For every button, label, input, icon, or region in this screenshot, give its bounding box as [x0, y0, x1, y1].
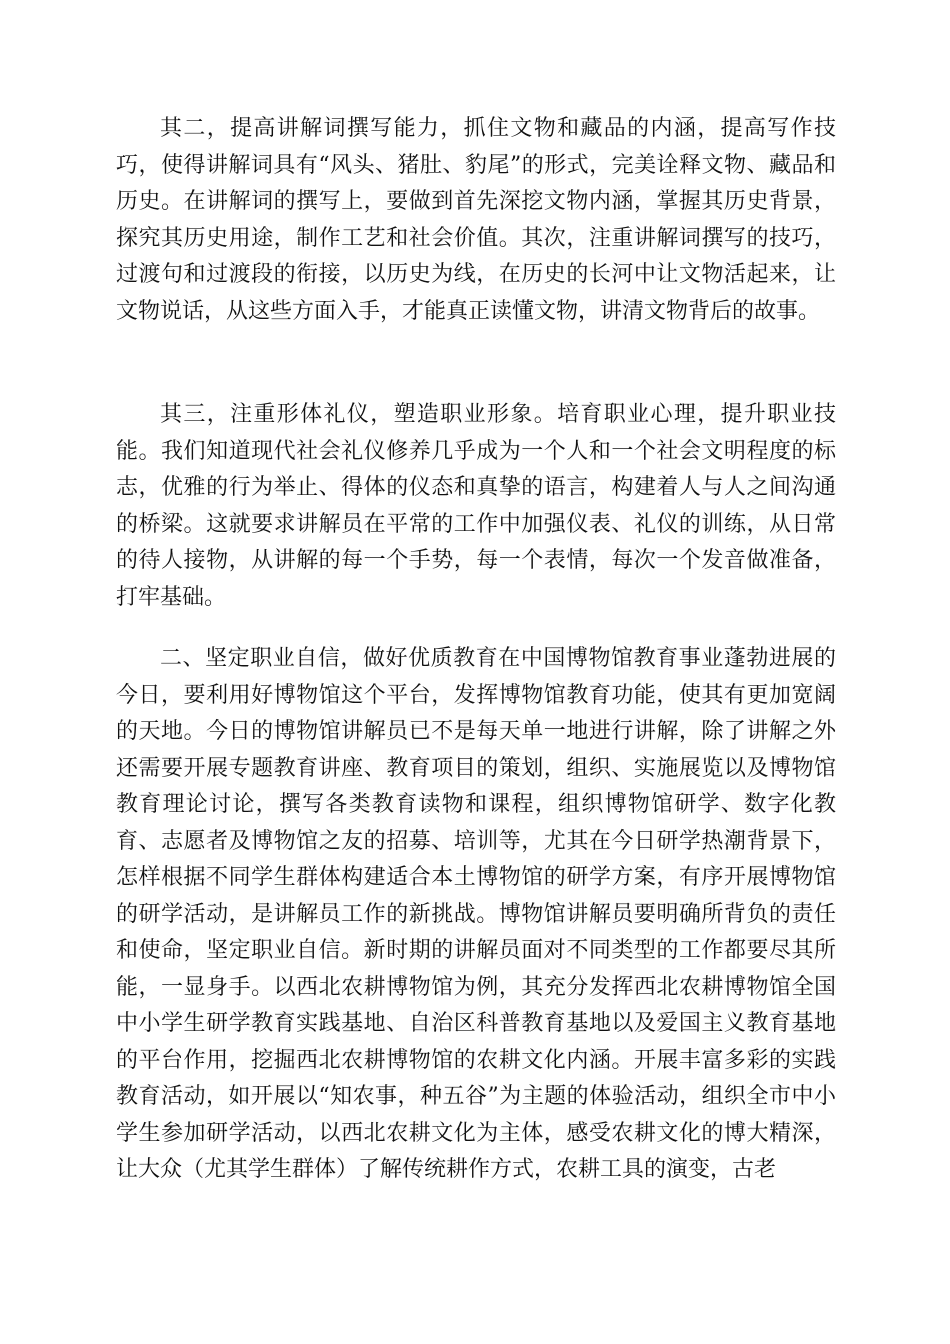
paragraph-explanation-writing: 其二，提高讲解词撰写能力，抓住文物和藏品的内涵，提高写作技巧，使得讲解词具有“风头、猪肚、豹尾”的形式，完美诠释文物、藏品和历史。在讲解词的撰写上，要做到首先深挖文物内涵，掌握其历史背景，探究其历史用途，制作工艺和社会价值。其次，注重讲解词撰写的技巧，过渡句和过渡段的衔接，以历史为线，在历史的长河中让文物活起来，让文物说话，从这些方面入手，才能真正读懂文物，讲清文物背后的故事。 [116, 116, 836, 324]
paragraph-etiquette: 其三，注重形体礼仪，塑造职业形象。培育职业心理，提升职业技能。我们知道现代社会礼仪修养几乎成为一个人和一个社会文明程度的标志，优雅的行为举止、得体的仪态和真挚的语言，构建着人与人之间沟通的桥梁。这就要求讲解员在平常的工作中加强仪表、礼仪的训练，从日常的待人接物，从讲解的每一个手势，每一个表情，每次一个发音做准备，打牢基础。 [116, 402, 836, 610]
paragraph-professional-confidence: 二、坚定职业自信，做好优质教育在中国博物馆教育事业蓬勃进展的今日，要利用好博物馆这个平台，发挥博物馆教育功能，使其有更加宽阔的天地。今日的博物馆讲解员已不是每天单一地进行讲解，除了讲解之外还需要开展专题教育讲座、教育项目的策划，组织、实施展览以及博物馆教育理论讨论，撰写各类教育读物和课程，组织博物馆研学、数字化教育、志愿者及博物馆之友的招募、培训等，尤其在今日研学热潮背景下，怎样根据不同学生群体构建适合本土博物馆的研学方案，有序开展博物馆的研学活动，是讲解员工作的新挑战。博物馆讲解员要明确所背负的责任和使命，坚定职业自信。新时期的讲解员面对不同类型的工作都要尽其所能，一显身手。以西北农耕博物馆为例，其充分发挥西北农耕博物馆全国中小学生研学教育实践基地、自治区科普教育基地以及爱国主义教育基地的平台作用，挖掘西北农耕博物馆的农耕文化内涵。开展丰富多彩的实践教育活动，如开展以“知农事，种五谷”为主题的体验活动，组织全市中小学生参加研学活动，以西北农耕文化为主体，感受农耕文化的博大精深，让大众（尤其学生群体）了解传统耕作方式，农耕工具的演变，古老 [116, 646, 836, 1182]
